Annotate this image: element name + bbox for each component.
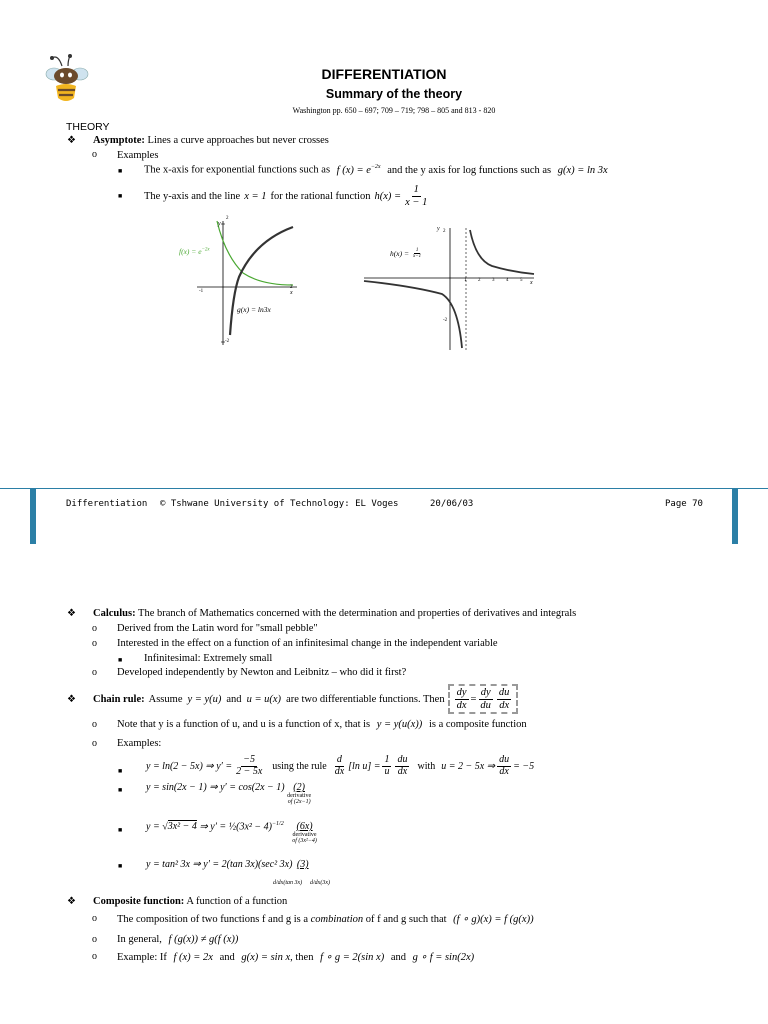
calculus-line	[93, 608, 576, 619]
graph1-g-label: g(x) = ln3x	[237, 305, 271, 314]
chain-u-def: u = u(x)	[246, 693, 282, 705]
calculus-item-2: Interested in the effect on a function of an infinitesimal change in the independent variable	[117, 638, 498, 649]
left-branch	[364, 281, 462, 348]
square-bullet-icon: ■	[118, 862, 123, 870]
x-tick: 1	[464, 278, 467, 283]
examples-label: Examples	[117, 150, 159, 161]
chain-y-def: y = y(u)	[187, 693, 222, 705]
calculus-item-2-sub: Infinitesimal: Extremely small	[144, 653, 273, 664]
graph1-y-axis-label: y	[218, 221, 221, 227]
asymptote-example-2	[144, 181, 431, 211]
chain-example-4: y = tan² 3x ⇒ y′ = 2(tan 3x)(sec² 3x) (3)	[146, 859, 309, 870]
calculus-term: Calculus:	[93, 608, 136, 619]
square-bullet-icon: ■	[118, 767, 123, 775]
graph2-h-label: h(x) = $\frac{1}{x-1}$	[390, 248, 422, 260]
circle-bullet-icon: o	[92, 951, 97, 962]
example2-h: h(x) =	[374, 190, 402, 202]
example1-mid: and the y axis for log functions such as	[387, 164, 552, 176]
chain-rule-line	[93, 682, 518, 716]
circle-bullet-icon: o	[92, 738, 97, 749]
example2-fraction: $\frac{1}{x - 1}$	[405, 184, 428, 208]
chain-rule-formula-box: $\frac{dy}{dx}$ = $\frac{dy}{du}$ $\frac{du}{dx}$	[448, 684, 519, 713]
calculus-item-1: Derived from the Latin word for "small pebble"	[117, 623, 318, 634]
chain-rule-term: Chain rule:	[93, 693, 145, 705]
x-tick: 3	[492, 278, 495, 283]
square-bullet-icon: ■	[118, 826, 123, 834]
graph1-tick-x-right: 2	[290, 285, 293, 290]
asymptote-example-1	[144, 164, 608, 176]
diamond-bullet-icon: ❖	[67, 896, 76, 907]
chain-example-4-note-2: d/dx(3x)	[310, 880, 330, 886]
footer-date: 20/06/03	[430, 499, 474, 509]
composite-item-3: Example: If f (x) = 2x and g(x) = sin x, then f ∘ g = 2(sin x) and g ∘ f = sin(2x)	[117, 952, 475, 963]
diamond-bullet-icon: ❖	[67, 608, 76, 619]
reference-text: Washington pp. 650 – 697; 709 – 719; 798 – 805 and 813 - 820	[292, 106, 496, 115]
x-tick: 5	[520, 278, 523, 283]
composite-item-1: The composition of two functions f and g is a combination of f and g such that (f ∘ g)(x) = f (g(x))	[117, 914, 534, 925]
footer-right-bar	[732, 488, 738, 544]
diamond-bullet-icon: ❖	[67, 694, 76, 705]
x-tick: 2	[478, 278, 481, 283]
footer-top-rule	[0, 488, 768, 489]
chain-note-end: is a composite function	[428, 719, 527, 730]
chain-and: and	[226, 693, 242, 705]
square-bullet-icon: ■	[118, 192, 123, 200]
footer-left-text: Differentiation	[66, 499, 148, 509]
circle-bullet-icon: o	[92, 934, 97, 945]
example2-mid: for the rational function	[270, 190, 371, 202]
chain-example-1: y = ln(2 − 5x) ⇒ y′ = $\frac{-5}{2 - 5x}$ using the rule $\frac{d}{dx}$ [ln u] = $\frac{1}{u}$ $\frac{du}{dx}$ with u = 2 − 5x ⇒ $\frac{du}{dx}$ = −5	[146, 754, 535, 777]
chain-example-4-note-1: d/dx(tan 3x)	[273, 880, 303, 886]
chain-note	[117, 719, 527, 730]
chain-examples-label: Examples:	[117, 738, 162, 749]
circle-bullet-icon: o	[92, 667, 97, 678]
chain-example-3: y = √3x² − 4 ⇒ y′ = ½(3x² − 4)$^{-1/2}$ (6x) derivative of (3x²−4)	[146, 821, 317, 844]
chain-example-2: y = sin(2x − 1) ⇒ y′ = cos(2x − 1) (2) derivative of (2x−1)	[146, 782, 312, 805]
exp-log-graph	[175, 215, 305, 347]
composite-definition: A function of a function	[186, 896, 288, 907]
circle-bullet-icon: o	[92, 719, 97, 730]
x-tick: 4	[506, 278, 509, 283]
graph1-x-axis-label: x	[290, 290, 293, 296]
theory-label: THEORY	[66, 121, 110, 133]
example2-text: The y-axis and the line	[144, 190, 241, 202]
circle-bullet-icon: o	[92, 638, 97, 649]
chain-note-formula: y = y(u(x))	[376, 719, 423, 730]
footer-page-number: Page 70	[665, 499, 703, 509]
chain-text-a: Assume	[148, 693, 183, 705]
right-branch	[470, 230, 534, 274]
circle-bullet-icon: o	[92, 623, 97, 634]
graph2-tick-y-top: 2	[443, 229, 446, 234]
footer-copyright: © Tshwane University of Technology: EL Voges	[160, 499, 399, 509]
example1-g: g(x) = ln 3x	[557, 164, 608, 176]
composite-item-2: In general, f (g(x)) ≠ g(f (x))	[117, 934, 239, 945]
graph2-y-axis-label: y	[437, 226, 440, 232]
calculus-definition: The branch of Mathematics concerned with the determination and properties of derivatives and integrals	[138, 608, 577, 619]
circle-bullet-icon: o	[92, 149, 97, 160]
graph1-tick-y-top: 2	[226, 216, 229, 221]
graph1-f-label: $f(x) = e^{-2x}$	[179, 247, 210, 256]
example1-text: The x-axis for exponential functions such as	[144, 164, 331, 176]
example2-line: x = 1	[244, 190, 267, 202]
example1-f: f (x) = e	[336, 164, 371, 176]
asymptote-term: Asymptote:	[93, 135, 145, 146]
chain-note-text: Note that y is a function of u, and u is a function of x, that is	[117, 719, 371, 730]
page-footer	[0, 488, 768, 546]
example1-exp: −2x	[370, 164, 381, 170]
page-subtitle: Summary of the theory	[325, 87, 463, 101]
composite-line	[93, 896, 287, 907]
chain-text-b: are two differentiable functions. Then	[286, 693, 445, 705]
calculus-item-3: Developed independently by Newton and Leibnitz – who did it first?	[117, 667, 407, 678]
diamond-bullet-icon: ❖	[67, 135, 76, 146]
rational-graph	[362, 222, 540, 352]
circle-bullet-icon: o	[92, 913, 97, 924]
asymptote-line	[93, 135, 329, 146]
composite-term: Composite function:	[93, 896, 185, 907]
graph2-tick-y-bottom: -2	[443, 318, 448, 323]
page-title: DIFFERENTIATION	[321, 66, 447, 82]
square-bullet-icon: ■	[118, 786, 123, 794]
square-bullet-icon: ■	[118, 167, 123, 175]
graph1-tick-y-bottom: -2	[225, 339, 230, 344]
asymptote-definition: Lines a curve approaches but never crosses	[147, 135, 329, 146]
graph1-tick-x-left: -1	[199, 289, 204, 294]
footer-left-bar	[30, 488, 36, 544]
graph2-x-axis-label: x	[530, 280, 533, 286]
square-bullet-icon: ■	[118, 656, 123, 664]
